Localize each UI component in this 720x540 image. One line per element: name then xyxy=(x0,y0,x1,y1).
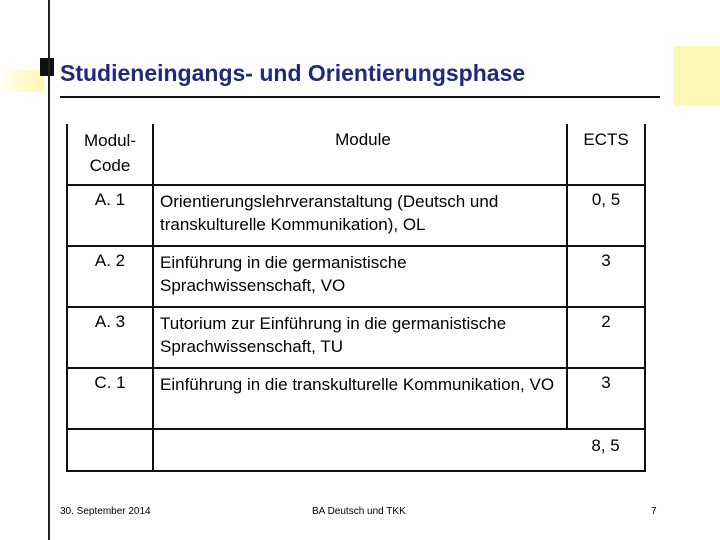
slide-title: Studieneingangs- und Orientierungsphase xyxy=(60,60,526,86)
header-code: Modul- Code xyxy=(67,124,153,185)
cell-code: C. 1 xyxy=(67,368,153,429)
decorative-black-marker xyxy=(40,58,54,76)
cell-module: Einführung in die germanistische Sprachwissenschaft, VO xyxy=(153,246,567,307)
title-underline xyxy=(60,96,660,98)
footer-date: 30. September 2014 xyxy=(60,506,151,517)
footer-page-number: 7 xyxy=(651,506,657,517)
cell-module: Orientierungslehrveranstaltung (Deutsch und transkulturelle Kommunikation), OL xyxy=(153,185,567,246)
cell-ects: 2 xyxy=(567,307,645,368)
vertical-divider-line xyxy=(48,0,50,540)
cell-ects: 3 xyxy=(567,246,645,307)
header-module: Module xyxy=(153,124,567,185)
university-logo xyxy=(674,46,720,106)
table-row xyxy=(67,368,645,429)
total-empty-cell xyxy=(153,429,567,471)
footer-program: BA Deutsch und TKK xyxy=(312,506,406,517)
table-total-row xyxy=(67,429,645,471)
cell-code: A. 1 xyxy=(67,185,153,246)
table-header-row xyxy=(67,124,645,185)
total-empty-cell xyxy=(67,429,153,471)
cell-module: Einführung in die transkulturelle Kommunikation, VO xyxy=(153,368,567,429)
total-ects: 8, 5 xyxy=(567,429,645,471)
header-ects: ECTS xyxy=(567,124,645,185)
table-row xyxy=(67,307,645,368)
cell-code: A. 2 xyxy=(67,246,153,307)
cell-module: Tutorium zur Einführung in die germanistische Sprachwissenschaft, TU xyxy=(153,307,567,368)
decorative-gradient-bar xyxy=(0,70,44,92)
cell-ects: 0, 5 xyxy=(567,185,645,246)
cell-ects: 3 xyxy=(567,368,645,429)
table-row xyxy=(67,185,645,246)
table-row xyxy=(67,246,645,307)
module-table xyxy=(66,124,646,472)
cell-code: A. 3 xyxy=(67,307,153,368)
